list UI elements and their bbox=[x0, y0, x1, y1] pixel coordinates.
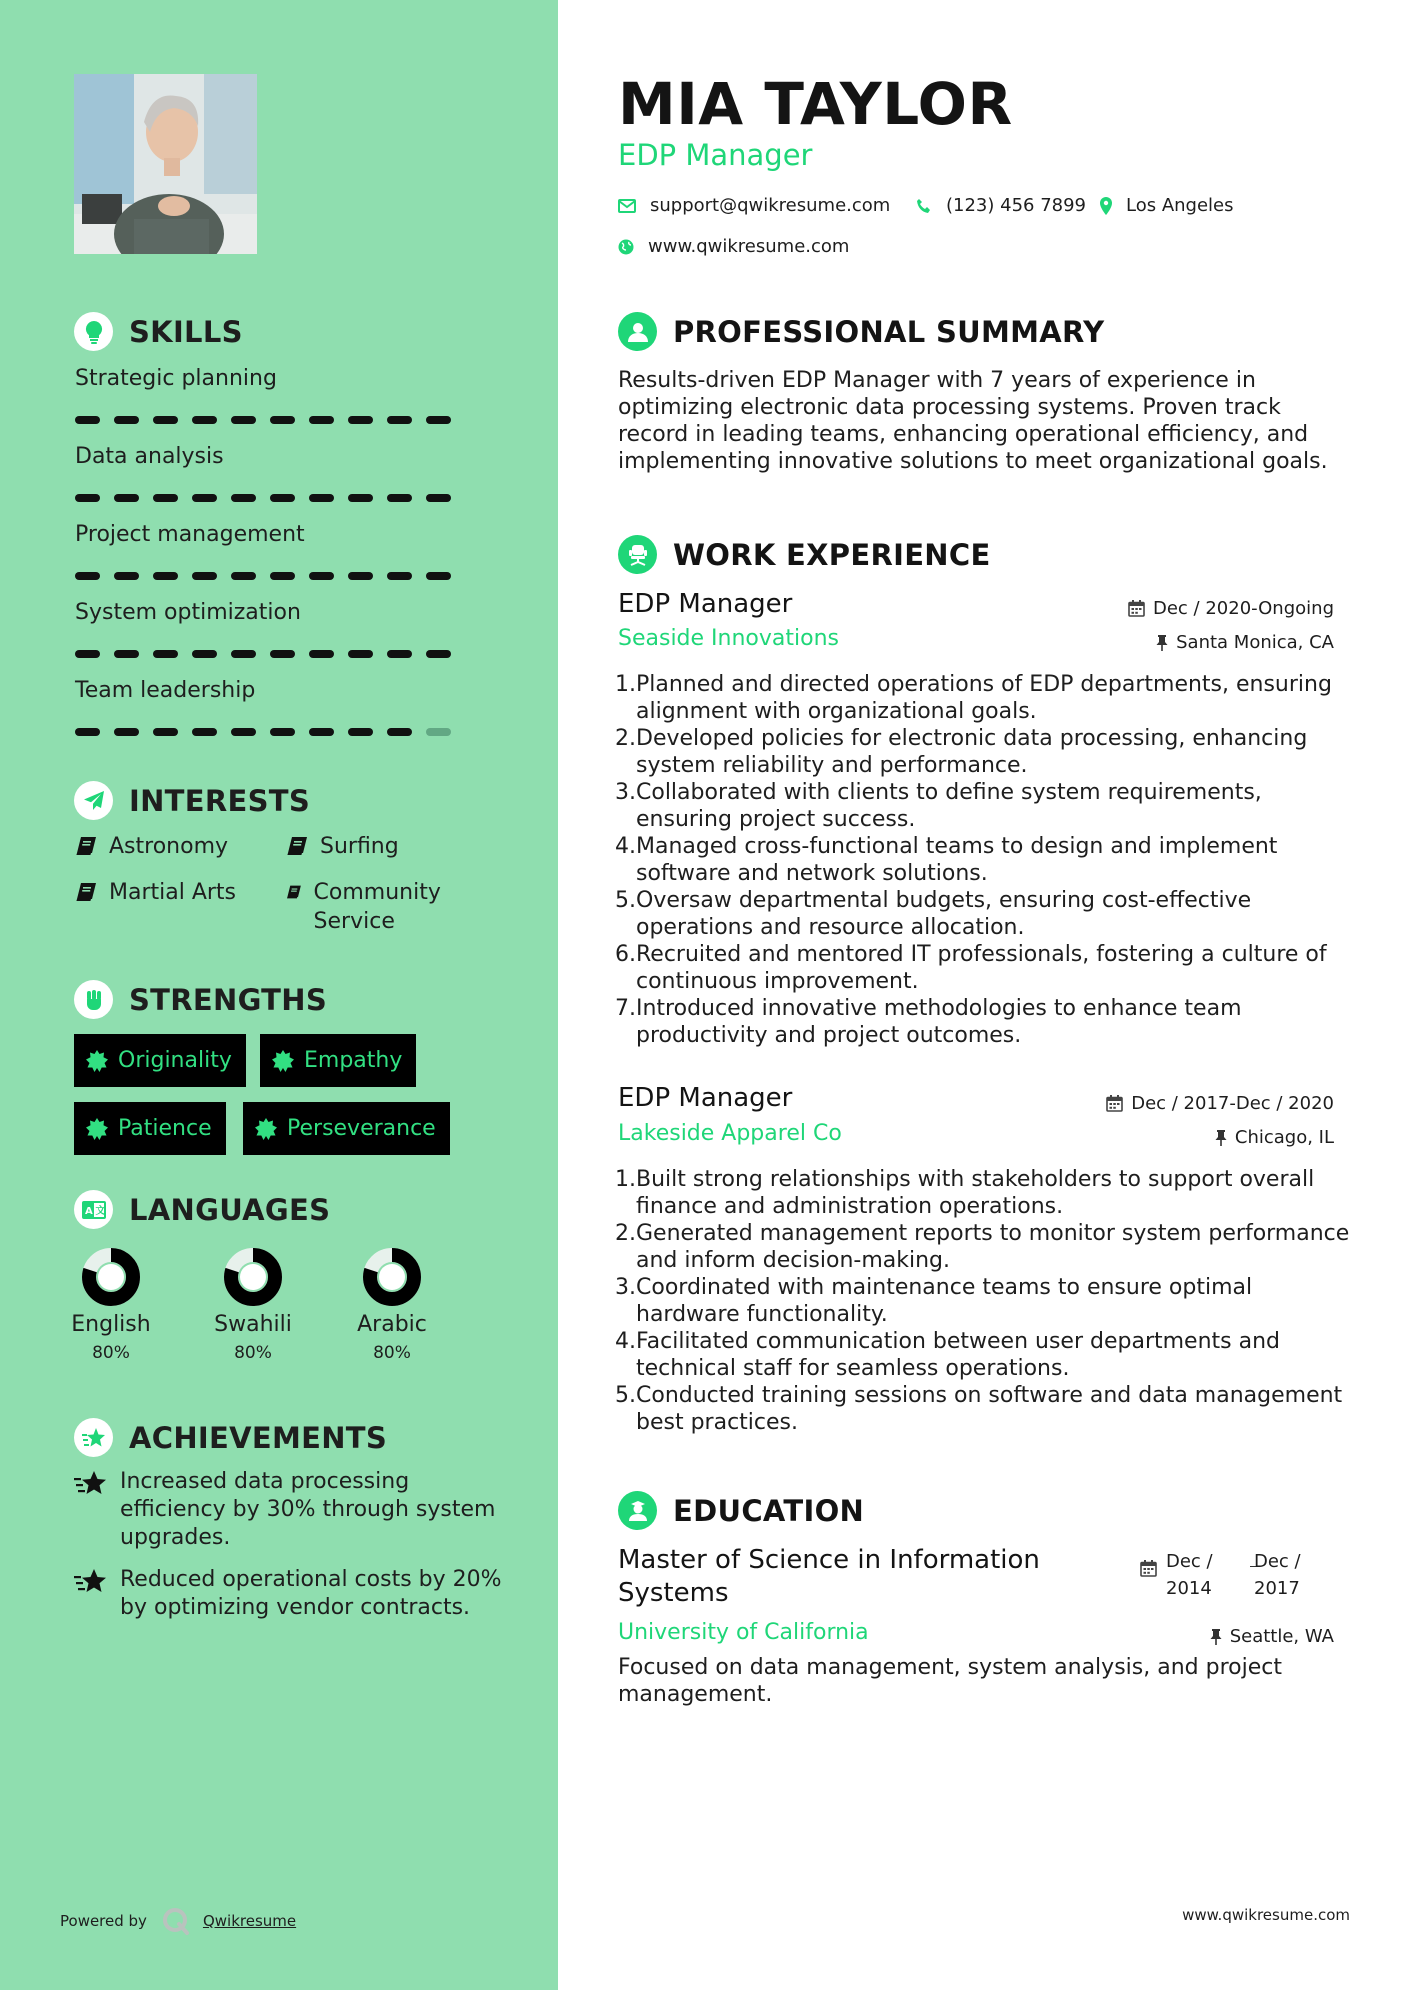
interests-title: INTERESTS bbox=[129, 783, 311, 818]
calendar-icon bbox=[1140, 1560, 1157, 1577]
star-icon bbox=[74, 1418, 113, 1457]
interest-item bbox=[286, 878, 466, 936]
badge-icon bbox=[86, 1050, 108, 1072]
language-name: Arabic bbox=[357, 1312, 427, 1337]
company-name: Lakeside Apparel Co bbox=[618, 1121, 842, 1146]
skill-dash bbox=[270, 416, 295, 424]
skill-dash bbox=[309, 650, 334, 658]
education-degree: Master of Science in Information Systems bbox=[618, 1545, 1040, 1608]
duty-item: Coordinated with maintenance teams to ensure optimal hardware functionality. bbox=[636, 1275, 1253, 1327]
strength-tag bbox=[74, 1034, 246, 1087]
skill-dash bbox=[192, 650, 217, 658]
interest-item bbox=[75, 878, 236, 907]
strength-label: Originality bbox=[118, 1048, 232, 1073]
skill-dash bbox=[387, 650, 412, 658]
job-dates bbox=[1128, 598, 1334, 619]
calendar-icon bbox=[1128, 600, 1145, 617]
interest-item bbox=[75, 832, 228, 861]
language-percent: 80% bbox=[92, 1343, 130, 1363]
book-icon bbox=[286, 836, 308, 856]
sidebar bbox=[0, 0, 558, 1990]
phone-icon bbox=[916, 198, 932, 214]
qwikresume-logo-icon bbox=[161, 1906, 191, 1936]
duty-item: Introduced innovative methodologies to enhance team productivity and project outcomes. bbox=[636, 996, 1242, 1048]
skill-dash bbox=[387, 572, 412, 580]
skill-dash bbox=[426, 494, 451, 502]
skill-level-bar bbox=[75, 494, 455, 502]
strengths-heading bbox=[74, 980, 327, 1019]
skill-dash bbox=[75, 416, 100, 424]
skill-dash bbox=[231, 650, 256, 658]
skill-level-bar bbox=[75, 572, 455, 580]
skill-name: Strategic planning bbox=[75, 366, 277, 391]
skill-dash bbox=[153, 572, 178, 580]
phone-text: (123) 456 7899 bbox=[946, 195, 1087, 216]
language-name: English bbox=[71, 1312, 151, 1337]
skill-dash bbox=[387, 416, 412, 424]
duty-item: Facilitated communication between user departments and technical staff for seamless operations. bbox=[636, 1329, 1281, 1381]
contact-email[interactable] bbox=[618, 195, 890, 216]
donut-hole bbox=[379, 1264, 405, 1290]
duty-item: Developed policies for electronic data processing, enhancing system reliability and performance. bbox=[636, 726, 1308, 778]
candidate-role: EDP Manager bbox=[618, 138, 813, 172]
language-percent: 80% bbox=[373, 1343, 411, 1363]
skill-dash bbox=[114, 416, 139, 424]
job-title: EDP Manager bbox=[618, 589, 793, 619]
website-text: www.qwikresume.com bbox=[648, 236, 850, 257]
skill-dash bbox=[153, 494, 178, 502]
summary-title: PROFESSIONAL SUMMARY bbox=[673, 314, 1105, 349]
strength-tag bbox=[74, 1102, 226, 1155]
experience-title: WORK EXPERIENCE bbox=[673, 537, 991, 572]
skill-dash bbox=[348, 572, 373, 580]
skill-name: Team leadership bbox=[75, 678, 256, 703]
skill-level-bar bbox=[75, 650, 455, 658]
skill-dash bbox=[426, 650, 451, 658]
achievements-title: ACHIEVEMENTS bbox=[129, 1420, 388, 1455]
skill-level-bar bbox=[75, 416, 455, 424]
map-pin-icon bbox=[1100, 197, 1112, 215]
job-location-text: Santa Monica, CA bbox=[1176, 632, 1334, 653]
language-level-donut bbox=[80, 1246, 142, 1308]
graduate-icon bbox=[618, 1491, 657, 1530]
strength-label: Empathy bbox=[304, 1048, 403, 1073]
pushpin-icon bbox=[1156, 634, 1168, 651]
strength-tag bbox=[243, 1102, 450, 1155]
job-location bbox=[1156, 632, 1334, 653]
language-percent: 80% bbox=[234, 1343, 272, 1363]
skill-dash bbox=[114, 572, 139, 580]
user-icon bbox=[618, 312, 657, 351]
contact-website[interactable] bbox=[618, 236, 849, 257]
book-icon bbox=[75, 882, 97, 902]
job-duties bbox=[618, 1166, 1358, 1436]
skill-dash bbox=[270, 650, 295, 658]
skill-dash bbox=[348, 728, 373, 736]
powered-by bbox=[60, 1906, 296, 1936]
skill-dash bbox=[153, 728, 178, 736]
languages-title: LANGUAGES bbox=[129, 1192, 331, 1227]
skill-name: Project management bbox=[75, 522, 305, 547]
svg-text:文: 文 bbox=[95, 1205, 105, 1217]
skill-name: Data analysis bbox=[75, 444, 224, 469]
badge-icon bbox=[272, 1050, 294, 1072]
skill-dash bbox=[270, 494, 295, 502]
globe-icon bbox=[618, 239, 634, 255]
skill-dash bbox=[231, 494, 256, 502]
badge-icon bbox=[255, 1118, 277, 1140]
skill-dash bbox=[426, 728, 451, 736]
duty-item: Generated management reports to monitor system performance and inform decision-making. bbox=[636, 1221, 1350, 1273]
skill-dash bbox=[426, 416, 451, 424]
languages-heading bbox=[74, 1190, 330, 1229]
job-title: EDP Manager bbox=[618, 1083, 793, 1113]
skill-dash bbox=[387, 728, 412, 736]
skill-dash bbox=[192, 572, 217, 580]
donut-hole bbox=[98, 1264, 124, 1290]
strength-label: Patience bbox=[118, 1116, 212, 1141]
profile-photo bbox=[74, 74, 257, 254]
achievements-heading bbox=[74, 1418, 387, 1457]
skill-dash bbox=[270, 572, 295, 580]
donut-hole bbox=[240, 1264, 266, 1290]
duty-item: Planned and directed operations of EDP departments, ensuring alignment with organizational goals. bbox=[636, 672, 1332, 724]
achievement-text: Increased data processing efficiency by 30% through system upgrades. bbox=[120, 1469, 496, 1550]
strength-label: Perseverance bbox=[287, 1116, 436, 1141]
lightbulb-icon bbox=[74, 312, 113, 351]
interest-label: Community Service bbox=[313, 880, 441, 934]
skill-dash bbox=[153, 416, 178, 424]
star-icon bbox=[74, 1568, 108, 1594]
skill-dash bbox=[309, 416, 334, 424]
calendar-icon bbox=[1106, 1095, 1123, 1112]
qwikresume-link[interactable]: Qwikresume bbox=[202, 1912, 297, 1930]
pushpin-icon bbox=[1210, 1628, 1222, 1645]
skills-title: SKILLS bbox=[129, 314, 243, 349]
paper-plane-icon bbox=[74, 781, 113, 820]
education-title: EDUCATION bbox=[673, 1493, 865, 1528]
contact-phone[interactable] bbox=[916, 195, 1086, 216]
language-icon bbox=[74, 1190, 113, 1229]
skill-dash bbox=[231, 572, 256, 580]
skills-heading bbox=[74, 312, 243, 351]
skill-dash bbox=[75, 572, 100, 580]
summary-text: Results-driven EDP Manager with 7 years of experience in optimizing electronic data processing systems. Proven track record in leading teams, enhancing operational efficiency, and implementing innovative solutions to meet organizational goals. bbox=[618, 368, 1328, 474]
interest-label: Martial Arts bbox=[109, 880, 237, 905]
education-school: University of California bbox=[618, 1620, 869, 1645]
duty-item: Conducted training sessions on software and data management best practices. bbox=[636, 1383, 1343, 1435]
skill-dash bbox=[309, 572, 334, 580]
skill-dash bbox=[270, 728, 295, 736]
duty-item: Collaborated with clients to define system requirements, ensuring project success. bbox=[636, 780, 1262, 832]
interests-heading bbox=[74, 781, 310, 820]
email-text: support@qwikresume.com bbox=[650, 195, 891, 216]
job-location bbox=[1215, 1127, 1334, 1148]
skill-dash bbox=[114, 494, 139, 502]
interest-label: Astronomy bbox=[109, 834, 229, 859]
envelope-icon bbox=[618, 199, 636, 213]
job-duties bbox=[618, 671, 1358, 1049]
skill-dash bbox=[426, 572, 451, 580]
book-icon bbox=[286, 882, 302, 902]
language-level-donut bbox=[222, 1246, 284, 1308]
interest-item bbox=[286, 832, 399, 861]
skill-dash bbox=[114, 728, 139, 736]
language-level-donut bbox=[361, 1246, 423, 1308]
duty-item: Recruited and mentored IT professionals, fostering a culture of continuous improvement. bbox=[636, 942, 1327, 994]
skill-dash bbox=[348, 494, 373, 502]
duty-item: Managed cross-functional teams to design and implement software and network solutions. bbox=[636, 834, 1278, 886]
powered-by-label: Powered by bbox=[60, 1912, 147, 1930]
job-dates-text: Dec / 2017-Dec / 2020 bbox=[1131, 1093, 1334, 1114]
skill-dash bbox=[309, 494, 334, 502]
pushpin-icon bbox=[1215, 1129, 1227, 1146]
language-item bbox=[51, 1246, 171, 1363]
experience-heading bbox=[618, 535, 991, 574]
education-location bbox=[1210, 1626, 1334, 1647]
language-item bbox=[332, 1246, 452, 1363]
language-item bbox=[193, 1246, 313, 1363]
star-icon bbox=[74, 1470, 108, 1496]
education-location-text: Seattle, WA bbox=[1229, 1626, 1334, 1647]
duty-item: Oversaw departmental budgets, ensuring cost-effective operations and resource allocation. bbox=[636, 888, 1252, 940]
skill-dash bbox=[75, 650, 100, 658]
achievement-item bbox=[74, 1468, 504, 1552]
skill-dash bbox=[231, 416, 256, 424]
job-location-text: Chicago, IL bbox=[1234, 1127, 1334, 1148]
job-dates-text: Dec / 2020-Ongoing bbox=[1153, 598, 1334, 619]
skill-dash bbox=[387, 494, 412, 502]
skill-dash bbox=[75, 728, 100, 736]
company-name: Seaside Innovations bbox=[618, 626, 839, 651]
skill-dash bbox=[192, 494, 217, 502]
candidate-name: MIA TAYLOR bbox=[618, 70, 1013, 138]
skill-dash bbox=[75, 494, 100, 502]
fist-icon bbox=[74, 980, 113, 1019]
education-heading bbox=[618, 1491, 864, 1530]
skill-dash bbox=[348, 416, 373, 424]
skill-dash bbox=[153, 650, 178, 658]
summary-heading bbox=[618, 312, 1104, 351]
job-dates bbox=[1106, 1093, 1334, 1114]
svg-text:A: A bbox=[84, 1205, 93, 1217]
education-description: Focused on data management, system analysis, and project management. bbox=[618, 1655, 1282, 1707]
skill-level-bar bbox=[75, 728, 455, 736]
strengths-title: STRENGTHS bbox=[129, 982, 328, 1017]
language-name: Swahili bbox=[214, 1312, 292, 1337]
badge-icon bbox=[86, 1118, 108, 1140]
achievement-item bbox=[74, 1566, 504, 1622]
skill-dash bbox=[348, 650, 373, 658]
achievement-text: Reduced operational costs by 20% by optimizing vendor contracts. bbox=[120, 1567, 502, 1620]
contact-location bbox=[1100, 195, 1234, 216]
skill-dash bbox=[309, 728, 334, 736]
skill-dash bbox=[114, 650, 139, 658]
strength-tag bbox=[260, 1034, 416, 1087]
book-icon bbox=[75, 836, 97, 856]
skill-dash bbox=[192, 416, 217, 424]
skill-name: System optimization bbox=[75, 600, 301, 625]
footer-url[interactable]: www.qwikresume.com bbox=[1182, 1906, 1350, 1924]
duty-item: Built strong relationships with stakeholders to support overall finance and administration operations. bbox=[636, 1167, 1315, 1219]
location-text: Los Angeles bbox=[1126, 195, 1234, 216]
skill-dash bbox=[231, 728, 256, 736]
skill-dash bbox=[192, 728, 217, 736]
interest-label: Surfing bbox=[320, 834, 399, 859]
education-start-date: Dec / 2014 bbox=[1166, 1551, 1213, 1599]
education-end-date: Dec / 2017 bbox=[1254, 1551, 1301, 1599]
office-chair-icon bbox=[618, 535, 657, 574]
